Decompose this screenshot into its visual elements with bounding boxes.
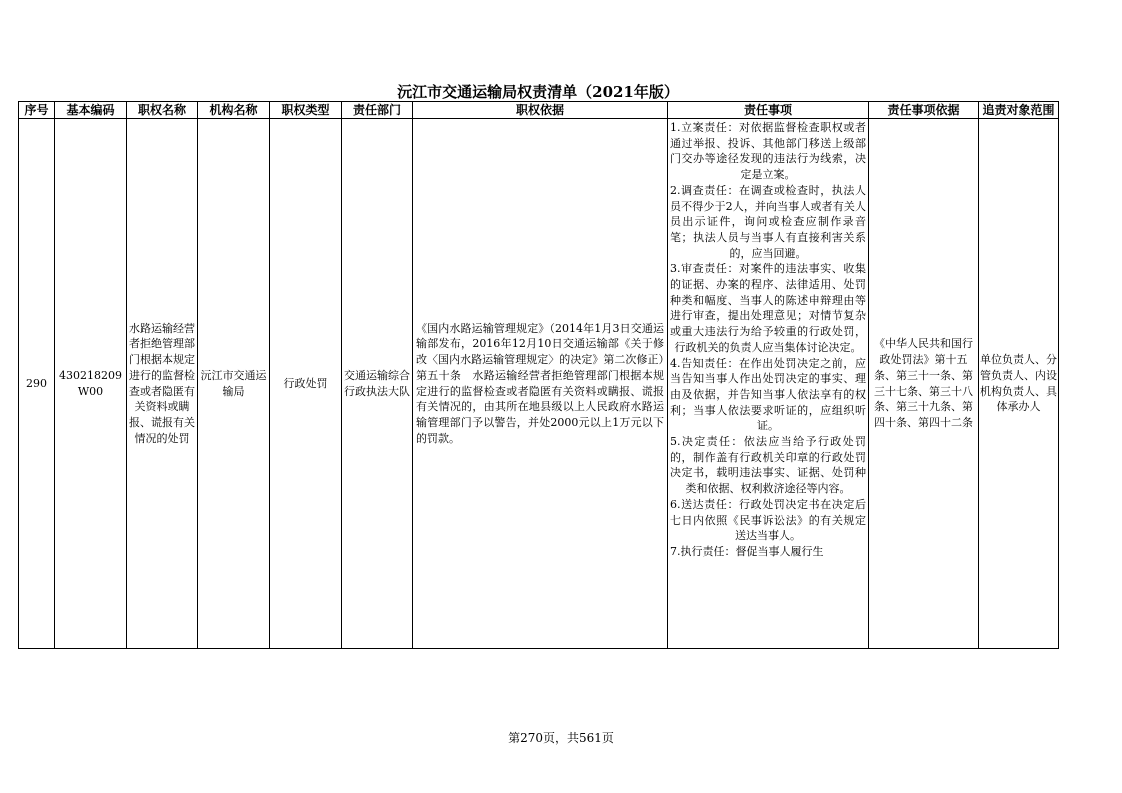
cell-duty-basis: 《中华人民共和国行政处罚法》第十五条、第三十一条、第三十七条、第三十八条、第三十九条、第四十条、第四十二条	[869, 119, 979, 649]
header-power-name: 职权名称	[127, 102, 198, 119]
header-power-type: 职权类型	[270, 102, 342, 119]
table-header-row	[19, 102, 1059, 119]
table-row	[19, 119, 1059, 649]
duty-item: 3.审查责任：对案件的违法事实、收集的证据、办案的程序、法律适用、处罚种类和幅度、当事人的陈述申辩理由等进行审查，提出处理意见；对情节复杂或重大违法行为给予较重的行政处罚，行政机关的负责人应当集体讨论决定。	[670, 262, 866, 354]
header-code: 基本编码	[55, 102, 127, 119]
duty-item: 5.决定责任：依法应当给予行政处罚的，制作盖有行政机关印章的行政处罚决定书，载明违法事实、证据、处罚种类和依据、权利救济途径等内容。	[670, 435, 866, 496]
header-dept: 责任部门	[342, 102, 413, 119]
duty-item: 1.立案责任：对依据监督检查职权或者通过举报、投诉、其他部门移送上级部门交办等途径发现的违法行为线索，决定是立案。	[670, 121, 866, 182]
cell-code: 430218209W00	[55, 119, 127, 649]
header-org-name: 机构名称	[198, 102, 270, 119]
page-title: 沅江市交通运输局权责清单（2021年版）	[397, 83, 679, 101]
page-number-footer: 第270页，共561页	[508, 731, 614, 745]
duty-item: 7.执行责任：督促当事人履行生	[670, 544, 824, 558]
cell-seq: 290	[19, 119, 55, 649]
duty-item: 6.送达责任：行政处罚决定书在决定后七日内依照《民事诉讼法》的有关规定送达当事人。	[670, 497, 866, 543]
cell-accountability: 单位负责人、分管负责人、内设机构负责人、具体承办人	[979, 119, 1059, 649]
cell-power-type: 行政处罚	[270, 119, 342, 649]
duty-item: 2.调查责任：在调查或检查时，执法人员不得少于2人，并向当事人或者有关人员出示证件，询问或检查应制作录音笔；执法人员与当事人有直接利害关系的，应当回避。	[670, 183, 866, 260]
header-basis: 职权依据	[413, 102, 668, 119]
header-duty-items: 责任事项	[668, 102, 869, 119]
cell-basis: 《国内水路运输管理规定》（2014年1月3日交通运输部发布，2016年12月10日交通运输部《关于修改〈国内水路运输管理规定〉的决定》第二次修正）第五十条 水路运输经营者拒绝管理部门根据本规定进行的监督检查或者隐匿有关资料或瞒报、谎报有关情况的，由其所在地县级以上人民政府水路运输管理部门予以警告，并处2000元以上1万元以下的罚款。	[413, 119, 668, 649]
cell-duty-items	[668, 119, 869, 649]
duty-list-table	[18, 101, 1059, 649]
cell-dept: 交通运输综合行政执法大队	[342, 119, 413, 649]
cell-org-name: 沅江市交通运输局	[198, 119, 270, 649]
header-duty-basis: 责任事项依据	[869, 102, 979, 119]
cell-power-name: 水路运输经营者拒绝管理部门根据本规定进行的监督检查或者隐匿有关资料或瞒报、谎报有关情况的处罚	[127, 119, 198, 649]
duty-item: 4.告知责任：在作出处罚决定之前，应当告知当事人作出处罚决定的事实、理由及依据，并告知当事人依法享有的权利；当事人依法要求听证的，应组织听证。	[670, 356, 866, 433]
header-seq: 序号	[19, 102, 55, 119]
header-accountability: 追责对象范围	[979, 102, 1059, 119]
